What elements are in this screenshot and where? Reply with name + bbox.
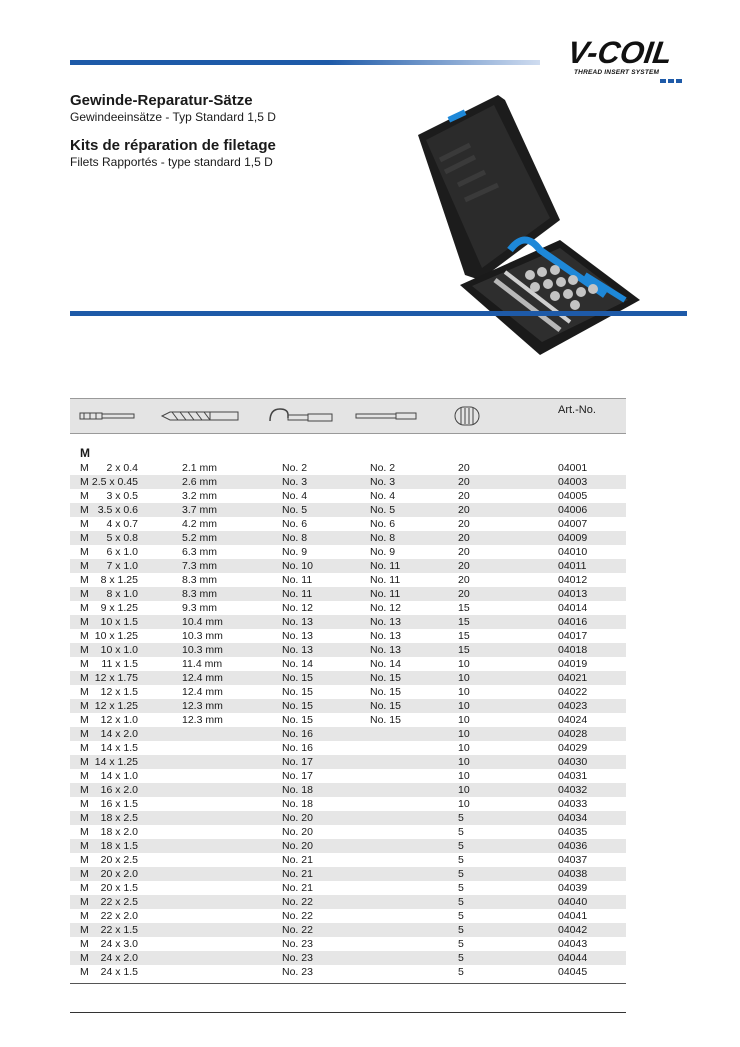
thread-prefix: M — [80, 812, 89, 824]
tool-number: No. 8 — [370, 532, 396, 544]
thread-prefix: M — [80, 882, 89, 894]
insert-quantity: 5 — [458, 924, 464, 936]
tool-number: No. 4 — [370, 490, 396, 502]
title-french: Kits de réparation de filetage — [70, 137, 276, 154]
tool-number: No. 15 — [370, 686, 401, 698]
thread-size: 2 x 0.4 — [106, 462, 138, 474]
thread-prefix: M — [80, 602, 89, 614]
tool-number: No. 11 — [370, 560, 401, 572]
table-row — [70, 797, 626, 811]
thread-prefix: M — [80, 490, 89, 502]
tap-number: No. 2 — [282, 462, 308, 474]
insert-quantity: 5 — [458, 854, 464, 866]
thread-size: 14 x 1.25 — [94, 756, 138, 768]
tap-number: No. 16 — [282, 728, 313, 740]
insert-quantity: 20 — [458, 588, 470, 600]
table-row — [70, 867, 626, 881]
article-number: 04034 — [558, 812, 588, 824]
table-row — [70, 811, 626, 825]
insert-quantity: 10 — [458, 714, 470, 726]
drill-size: 2.6 mm — [182, 476, 218, 488]
table-row — [70, 769, 626, 783]
insert-quantity: 20 — [458, 560, 470, 572]
product-kit-image — [410, 90, 650, 365]
drill-size: 4.2 mm — [182, 518, 218, 530]
article-number: 04009 — [558, 532, 588, 544]
article-number: 04044 — [558, 952, 588, 964]
thread-size: 20 x 1.5 — [100, 882, 138, 894]
thread-prefix: M — [80, 896, 89, 908]
tap-number: No. 8 — [282, 532, 308, 544]
tap-number: No. 21 — [282, 854, 313, 866]
article-number: 04005 — [558, 490, 588, 502]
table-row — [70, 699, 626, 713]
insert-quantity: 5 — [458, 826, 464, 838]
thread-prefix: M — [80, 868, 89, 880]
table-row — [70, 685, 626, 699]
tap-number: No. 13 — [282, 616, 313, 628]
table-row — [70, 461, 626, 475]
drill-size: 11.4 mm — [182, 658, 223, 670]
insert-quantity: 5 — [458, 896, 464, 908]
tap-number: No. 5 — [282, 504, 308, 516]
title-german: Gewinde-Reparatur-Sätze — [70, 92, 253, 109]
table-row — [70, 755, 626, 769]
insert-quantity: 5 — [458, 812, 464, 824]
table-row — [70, 881, 626, 895]
article-number: 04019 — [558, 658, 588, 670]
insert-quantity: 15 — [458, 616, 470, 628]
drill-size: 10.3 mm — [182, 630, 223, 642]
thread-prefix: M — [80, 504, 89, 516]
drill-size: 7.3 mm — [182, 560, 218, 572]
thread-prefix: M — [80, 546, 89, 558]
thread-size: 14 x 1.0 — [100, 770, 138, 782]
thread-size: 14 x 2.0 — [100, 728, 138, 740]
table-row — [70, 489, 626, 503]
tap-number: No. 3 — [282, 476, 308, 488]
table-row — [70, 909, 626, 923]
brand-logo — [565, 35, 690, 83]
tool-number: No. 3 — [370, 476, 396, 488]
brand-logo-text: V-COIL — [565, 35, 675, 70]
thread-size: 8 x 1.25 — [100, 574, 138, 586]
tap-number: No. 11 — [282, 588, 313, 600]
tool-number: No. 5 — [370, 504, 396, 516]
insert-quantity: 20 — [458, 546, 470, 558]
thread-prefix: M — [80, 518, 89, 530]
insert-quantity: 20 — [458, 490, 470, 502]
insert-quantity: 20 — [458, 476, 470, 488]
article-number: 04033 — [558, 798, 588, 810]
insert-quantity: 15 — [458, 644, 470, 656]
tap-number: No. 15 — [282, 672, 313, 684]
drill-size: 12.4 mm — [182, 686, 223, 698]
table-row — [70, 937, 626, 951]
article-number: 04029 — [558, 742, 588, 754]
drill-size: 10.3 mm — [182, 644, 223, 656]
insert-quantity: 10 — [458, 784, 470, 796]
drill-size: 10.4 mm — [182, 616, 223, 628]
thread-size: 24 x 1.5 — [100, 966, 138, 978]
insert-quantity: 10 — [458, 742, 470, 754]
thread-size: 18 x 2.5 — [100, 812, 138, 824]
thread-size: 5 x 0.8 — [106, 532, 138, 544]
tap-number: No. 21 — [282, 868, 313, 880]
insert-quantity: 10 — [458, 756, 470, 768]
tool-number: No. 15 — [370, 700, 401, 712]
tap-number: No. 18 — [282, 784, 313, 796]
tap-number: No. 15 — [282, 714, 313, 726]
table-row — [70, 657, 626, 671]
table-row — [70, 741, 626, 755]
tap-number: No. 12 — [282, 602, 313, 614]
top-rule — [70, 60, 540, 65]
article-number: 04045 — [558, 966, 588, 978]
tap-number: No. 11 — [282, 574, 313, 586]
thread-prefix: M — [80, 658, 89, 670]
article-number: 04012 — [558, 574, 588, 586]
thread-size: 18 x 1.5 — [100, 840, 138, 852]
thread-size: 16 x 2.0 — [100, 784, 138, 796]
article-number: 04011 — [558, 560, 587, 572]
table-row — [70, 573, 626, 587]
tap-number: No. 20 — [282, 812, 313, 824]
thread-size: 3 x 0.5 — [106, 490, 138, 502]
insert-quantity: 10 — [458, 770, 470, 782]
table-row — [70, 783, 626, 797]
coil-insert-icon — [452, 405, 482, 427]
article-number: 04018 — [558, 644, 588, 656]
tool-number: No. 15 — [370, 672, 401, 684]
article-number: 04039 — [558, 882, 588, 894]
drill-size: 12.3 mm — [182, 714, 223, 726]
insert-quantity: 5 — [458, 952, 464, 964]
thread-size: 4 x 0.7 — [106, 518, 138, 530]
table-row — [70, 629, 626, 643]
tap-number: No. 6 — [282, 518, 308, 530]
thread-prefix: M — [80, 714, 89, 726]
tap-number: No. 16 — [282, 742, 313, 754]
insert-quantity: 20 — [458, 532, 470, 544]
tap-number: No. 23 — [282, 966, 313, 978]
section-label-m: M — [80, 446, 90, 460]
table-row — [70, 713, 626, 727]
subtitle-german: Gewindeeinsätze - Typ Standard 1,5 D — [70, 110, 276, 124]
thread-prefix: M — [80, 910, 89, 922]
insert-quantity: 10 — [458, 686, 470, 698]
drill-size: 12.3 mm — [182, 700, 223, 712]
insert-quantity: 5 — [458, 910, 464, 922]
table-row — [70, 923, 626, 937]
thread-prefix: M — [80, 616, 89, 628]
article-number: 04041 — [558, 910, 588, 922]
thread-prefix: M — [80, 686, 89, 698]
art-no-header: Art.-No. — [558, 404, 596, 416]
tap-number: No. 13 — [282, 630, 313, 642]
thread-size: 20 x 2.0 — [100, 868, 138, 880]
table-row — [70, 503, 626, 517]
thread-size: 24 x 2.0 — [100, 952, 138, 964]
table-row — [70, 601, 626, 615]
thread-prefix: M — [80, 798, 89, 810]
tap-number: No. 20 — [282, 840, 313, 852]
thread-prefix: M — [80, 700, 89, 712]
tool-number: No. 6 — [370, 518, 396, 530]
tool-number: No. 2 — [370, 462, 396, 474]
thread-size: 10 x 1.0 — [100, 644, 138, 656]
article-number: 04030 — [558, 756, 588, 768]
tap-number: No. 17 — [282, 756, 313, 768]
table-header — [70, 398, 626, 434]
insert-quantity: 10 — [458, 658, 470, 670]
thread-size: 22 x 2.0 — [100, 910, 138, 922]
tap-number: No. 17 — [282, 770, 313, 782]
thread-size: 20 x 2.5 — [100, 854, 138, 866]
thread-size: 22 x 1.5 — [100, 924, 138, 936]
thread-prefix: M — [80, 574, 89, 586]
insert-quantity: 5 — [458, 882, 464, 894]
article-number: 04036 — [558, 840, 588, 852]
table-row — [70, 965, 626, 979]
tap-number: No. 22 — [282, 910, 313, 922]
article-number: 04042 — [558, 924, 588, 936]
thread-prefix: M — [80, 630, 89, 642]
insert-quantity: 5 — [458, 966, 464, 978]
thread-prefix: M — [80, 924, 89, 936]
thread-size: 7 x 1.0 — [106, 560, 138, 572]
thread-size: 22 x 2.5 — [100, 896, 138, 908]
tap-number: No. 9 — [282, 546, 308, 558]
insert-quantity: 5 — [458, 868, 464, 880]
article-number: 04035 — [558, 826, 588, 838]
tap-number: No. 13 — [282, 644, 313, 656]
article-number: 04013 — [558, 588, 588, 600]
drill-size: 6.3 mm — [182, 546, 218, 558]
tap-number: No. 14 — [282, 658, 313, 670]
article-number: 04006 — [558, 504, 588, 516]
tap-number: No. 15 — [282, 700, 313, 712]
article-number: 04016 — [558, 616, 588, 628]
tool-number: No. 15 — [370, 714, 401, 726]
drill-size: 12.4 mm — [182, 672, 223, 684]
table-row — [70, 671, 626, 685]
table-row — [70, 825, 626, 839]
thread-size: 10 x 1.25 — [94, 630, 138, 642]
insert-quantity: 20 — [458, 504, 470, 516]
tap-number: No. 15 — [282, 686, 313, 698]
table-row — [70, 727, 626, 741]
article-number: 04017 — [558, 630, 588, 642]
insert-quantity: 20 — [458, 518, 470, 530]
insert-quantity: 5 — [458, 840, 464, 852]
table-row — [70, 587, 626, 601]
tool-number: No. 14 — [370, 658, 401, 670]
table-row — [70, 895, 626, 909]
titles-block — [70, 92, 276, 170]
insert-quantity: 15 — [458, 602, 470, 614]
tang-break-tool-icon — [354, 405, 418, 427]
thread-size: 6 x 1.0 — [106, 546, 138, 558]
thread-size: 16 x 1.5 — [100, 798, 138, 810]
tap-icon — [78, 405, 138, 427]
tool-number: No. 12 — [370, 602, 401, 614]
article-number: 04032 — [558, 784, 588, 796]
article-number: 04003 — [558, 476, 588, 488]
tap-number: No. 4 — [282, 490, 308, 502]
insert-quantity: 10 — [458, 672, 470, 684]
article-number: 04037 — [558, 854, 588, 866]
table-row — [70, 531, 626, 545]
article-number: 04043 — [558, 938, 588, 950]
thread-prefix: M — [80, 966, 89, 978]
tap-number: No. 23 — [282, 952, 313, 964]
insert-quantity: 5 — [458, 938, 464, 950]
insert-quantity: 10 — [458, 798, 470, 810]
tap-number: No. 23 — [282, 938, 313, 950]
thread-prefix: M — [80, 672, 89, 684]
thread-size: 11 x 1.5 — [101, 658, 138, 670]
insert-quantity: 10 — [458, 728, 470, 740]
tool-number: No. 13 — [370, 616, 401, 628]
tool-number: No. 13 — [370, 644, 401, 656]
thread-prefix: M — [80, 854, 89, 866]
tap-number: No. 18 — [282, 798, 313, 810]
thread-size: 18 x 2.0 — [100, 826, 138, 838]
table-row — [70, 643, 626, 657]
thread-size: 14 x 1.5 — [100, 742, 138, 754]
thread-prefix: M — [80, 938, 89, 950]
drill-size: 8.3 mm — [182, 588, 218, 600]
thread-prefix: M — [80, 770, 89, 782]
thread-size: 2.5 x 0.45 — [91, 476, 138, 488]
article-number: 04038 — [558, 868, 588, 880]
thread-prefix: M — [80, 588, 89, 600]
insert-quantity: 20 — [458, 574, 470, 586]
article-number: 04022 — [558, 686, 588, 698]
brand-tagline: THREAD INSERT SYSTEM — [574, 69, 660, 76]
table-row — [70, 951, 626, 965]
table-row — [70, 853, 626, 867]
drill-size: 2.1 mm — [182, 462, 218, 474]
thread-size: 3.5 x 0.6 — [97, 504, 138, 516]
article-number: 04023 — [558, 700, 588, 712]
thread-prefix: M — [80, 728, 89, 740]
thread-size: 10 x 1.5 — [100, 616, 138, 628]
thread-prefix: M — [80, 742, 89, 754]
article-number: 04021 — [558, 672, 588, 684]
table-row — [70, 839, 626, 853]
thread-prefix: M — [80, 462, 89, 474]
thread-prefix: M — [80, 560, 89, 572]
thread-size: 24 x 3.0 — [100, 938, 138, 950]
table-row — [70, 517, 626, 531]
table-row — [70, 475, 626, 489]
thread-size: 8 x 1.0 — [106, 588, 138, 600]
tap-number: No. 21 — [282, 882, 313, 894]
thread-prefix: M — [80, 784, 89, 796]
insert-quantity: 10 — [458, 700, 470, 712]
tap-number: No. 22 — [282, 896, 313, 908]
tap-number: No. 20 — [282, 826, 313, 838]
table-row — [70, 559, 626, 573]
article-number: 04010 — [558, 546, 588, 558]
thread-prefix: M — [80, 840, 89, 852]
drill-size: 3.2 mm — [182, 490, 218, 502]
tool-number: No. 13 — [370, 630, 401, 642]
thread-size: 12 x 1.5 — [100, 686, 138, 698]
drill-size: 8.3 mm — [182, 574, 218, 586]
tool-number: No. 11 — [370, 574, 401, 586]
thread-prefix: M — [80, 532, 89, 544]
drill-size: 9.3 mm — [182, 602, 218, 614]
thread-size: 12 x 1.25 — [94, 700, 138, 712]
thread-prefix: M — [80, 756, 89, 768]
tap-number: No. 22 — [282, 924, 313, 936]
thread-size: 12 x 1.75 — [94, 672, 138, 684]
table-bottom-rule — [70, 983, 626, 984]
article-number: 04024 — [558, 714, 588, 726]
thread-prefix: M — [80, 644, 89, 656]
drill-size: 3.7 mm — [182, 504, 218, 516]
logo-dots-icon — [660, 70, 684, 88]
footer-rule — [70, 1012, 626, 1013]
section-rule — [70, 311, 687, 316]
thread-prefix: M — [80, 952, 89, 964]
parts-table — [70, 461, 626, 979]
article-number: 04001 — [558, 462, 588, 474]
table-row — [70, 615, 626, 629]
article-number: 04031 — [558, 770, 588, 782]
installation-tool-icon — [266, 405, 336, 427]
subtitle-french: Filets Rapportés - type standard 1,5 D — [70, 155, 273, 169]
thread-prefix: M — [80, 476, 89, 488]
insert-quantity: 20 — [458, 462, 470, 474]
tool-number: No. 9 — [370, 546, 396, 558]
drill-bit-icon — [160, 405, 240, 427]
article-number: 04007 — [558, 518, 588, 530]
article-number: 04040 — [558, 896, 588, 908]
tap-number: No. 10 — [282, 560, 313, 572]
table-row — [70, 545, 626, 559]
thread-prefix: M — [80, 826, 89, 838]
drill-size: 5.2 mm — [182, 532, 218, 544]
insert-quantity: 15 — [458, 630, 470, 642]
thread-size: 9 x 1.25 — [100, 602, 138, 614]
tool-number: No. 11 — [370, 588, 401, 600]
article-number: 04028 — [558, 728, 588, 740]
thread-size: 12 x 1.0 — [100, 714, 138, 726]
article-number: 04014 — [558, 602, 588, 614]
